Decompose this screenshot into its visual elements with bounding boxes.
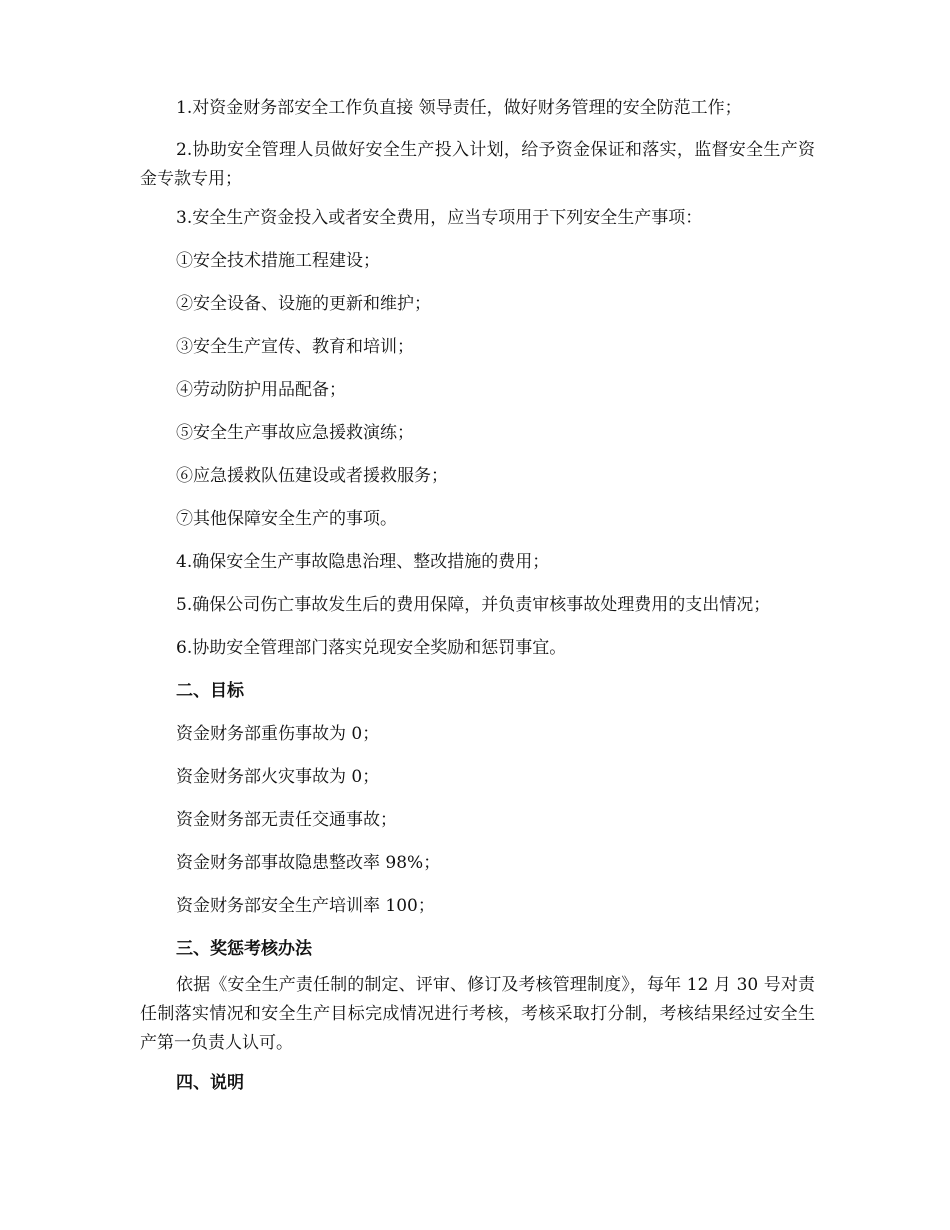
target-item-2: 资金财务部火灾事故为 0； [176,767,380,787]
assessment-paragraph: 依据《安全生产责任制的制定、评审、修订及考核管理制度》，每年 12 月 30 号对责任制落实情况和安全生产目标完成情况进行考核，考核采取打分制，考核结果经过安全生产第一负责人认可。 [140,975,815,1053]
list-item-5: ⑤安全生产事故应急援救演练； [176,423,414,443]
duty-item-2: 2.协助安全管理人员做好安全生产投入计划，给予资金保证和落实，监督安全生产资金专款专用； [140,140,815,189]
list-item-4: ④劳动防护用品配备； [176,380,346,400]
section-heading-targets: 二、目标 [176,681,244,701]
target-item-5: 资金财务部安全生产培训率 100； [176,896,435,916]
target-item-4: 资金财务部事故隐患整改率 98%； [176,853,441,873]
duty-item-3: 3.安全生产资金投入或者安全费用，应当专项用于下列安全生产事项： [176,208,703,228]
section-heading-notes: 四、说明 [176,1073,244,1093]
duty-item-4: 4.确保安全生产事故隐患治理、整改措施的费用； [176,552,550,572]
list-item-2: ②安全设备、设施的更新和维护； [176,294,431,314]
duty-item-5: 5.确保公司伤亡事故发生后的费用保障，并负责审核事故处理费用的支出情况； [176,595,771,615]
list-item-1: ①安全技术措施工程建设； [176,251,380,271]
list-item-3: ③安全生产宣传、教育和培训； [176,337,414,357]
duty-item-1: 1.对资金财务部安全工作负直接 领导责任，做好财务管理的安全防范工作； [176,98,742,118]
list-item-7: ⑦其他保障安全生产的事项。 [176,509,397,529]
target-item-3: 资金财务部无责任交通事故； [176,810,397,830]
target-item-1: 资金财务部重伤事故为 0； [176,724,380,744]
section-heading-assessment: 三、奖惩考核办法 [176,939,312,959]
list-item-6: ⑥应急援救队伍建设或者援救服务； [176,466,448,486]
duty-item-6: 6.协助安全管理部门落实兑现安全奖励和惩罚事宜。 [176,638,567,658]
